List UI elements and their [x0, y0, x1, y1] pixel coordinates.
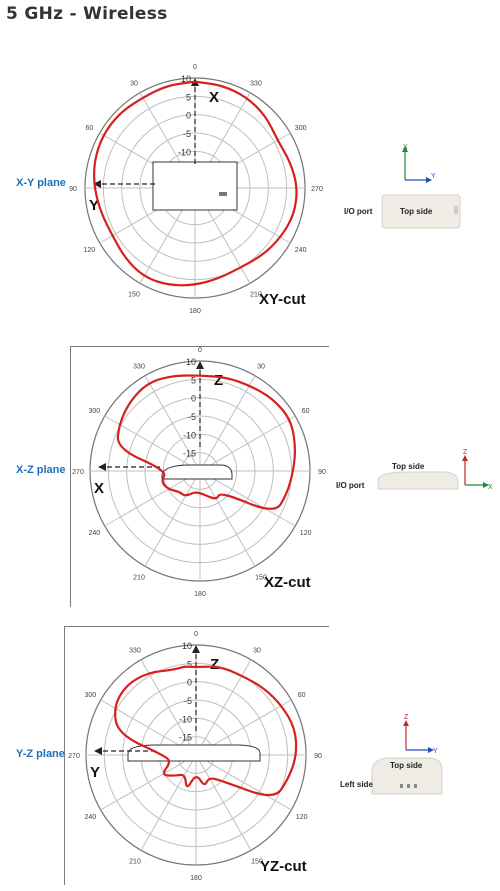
axis-arrowhead: [192, 645, 200, 653]
angle-tick-label: 300: [84, 692, 97, 699]
angle-tick-label: 0: [194, 631, 198, 638]
radial-tick-label: 5: [190, 375, 196, 386]
radial-tick-label: -15: [182, 448, 196, 459]
angle-tick-label: 240: [88, 530, 101, 537]
axis-letter-horizontal: Y: [89, 197, 100, 214]
device-outline: [162, 465, 232, 479]
angle-tick-label: 150: [251, 858, 263, 866]
angle-tick-label: 90: [314, 753, 322, 760]
radial-tick-label: -5: [182, 129, 191, 139]
angle-tick-label: 330: [129, 647, 141, 655]
xy-triad-x-label: X: [403, 144, 408, 151]
polar-chart-0: [69, 64, 323, 315]
axis-letter-vertical: Z: [210, 656, 220, 673]
angle-tick-label: 210: [129, 858, 141, 866]
angle-tick-label: 300: [294, 125, 307, 132]
cut-label: YZ-cut: [260, 858, 307, 875]
radial-tick-label: -5: [187, 412, 196, 422]
grid-spoke: [200, 376, 255, 471]
angle-tick-label: 60: [85, 125, 94, 132]
angle-tick-label: 300: [88, 408, 101, 415]
angle-tick-label: 30: [130, 80, 138, 88]
polar-chart-1: [72, 347, 326, 598]
xz-device-top-side-label: Top side: [392, 462, 425, 471]
xy-plane-label: X-Y plane: [16, 177, 66, 189]
xz-device-io-port-label: I/O port: [336, 481, 365, 490]
axis-letter-vertical: X: [209, 89, 220, 106]
angle-tick-label: 210: [133, 574, 145, 582]
radial-tick-label: -10: [177, 147, 191, 158]
angle-tick-label: 150: [128, 291, 140, 299]
yz-device-thumbnail: [330, 710, 495, 800]
xy-device-thumbnail: [330, 140, 495, 235]
radiation-pattern: [115, 667, 296, 795]
angle-tick-label: 240: [84, 814, 97, 821]
xy-device-io-port-label: I/O port: [344, 207, 373, 216]
angle-tick-label: 90: [69, 186, 77, 193]
radial-tick-label: 0: [190, 393, 196, 404]
angle-tick-label: 0: [193, 64, 197, 71]
page-title: 5 GHz - Wireless: [6, 4, 168, 24]
angle-tick-label: 270: [68, 753, 80, 760]
grid-spoke: [101, 755, 196, 810]
xz-device-thumbnail: [330, 445, 495, 505]
axis-arrowhead: [94, 747, 102, 755]
yz-device-left-side-label: Left side: [340, 780, 373, 789]
angle-tick-label: 210: [250, 291, 262, 299]
radial-tick-label: 5: [186, 659, 192, 670]
xy-device-top-side-label: Top side: [400, 207, 433, 216]
radial-tick-label: 10: [185, 357, 196, 367]
angle-tick-label: 270: [72, 469, 84, 476]
angle-tick-label: 240: [294, 247, 307, 254]
device-port: [219, 192, 227, 196]
xy-axis-triad: [402, 144, 436, 183]
radial-tick-label: -5: [183, 696, 192, 706]
axis-letter-horizontal: Y: [90, 764, 101, 781]
xy-triad-y-label: Y: [431, 173, 436, 180]
axis-arrowhead: [98, 463, 106, 471]
angle-tick-label: 90: [318, 469, 326, 476]
grid-spoke: [196, 755, 291, 810]
radiation-pattern: [118, 375, 295, 508]
axis-letter-horizontal: X: [94, 480, 105, 497]
yz-triad-y-label: Y: [433, 748, 438, 755]
yz-plane-label: Y-Z plane: [16, 748, 65, 760]
cut-label: XZ-cut: [264, 574, 311, 591]
grid-spoke: [196, 755, 251, 850]
angle-tick-label: 270: [311, 186, 323, 193]
radial-tick-label: 10: [180, 74, 191, 84]
angle-tick-label: 180: [189, 308, 201, 315]
angle-tick-label: 30: [257, 363, 265, 371]
angle-tick-label: 150: [255, 574, 267, 582]
polar-chart-2: [68, 631, 322, 882]
angle-tick-label: 120: [295, 814, 308, 821]
grid-spoke: [141, 755, 196, 850]
grid-spoke: [200, 416, 295, 471]
xz-device-body: [378, 472, 458, 489]
radial-tick-label: -15: [178, 732, 192, 743]
radial-tick-label: 5: [185, 92, 191, 103]
angle-tick-label: 330: [250, 80, 262, 88]
radial-tick-label: 10: [181, 641, 192, 651]
angle-tick-label: 60: [297, 692, 306, 699]
grid-spoke: [196, 660, 251, 755]
angle-tick-label: 60: [301, 408, 310, 415]
grid-spoke: [145, 471, 200, 566]
radial-tick-label: -10: [182, 430, 196, 441]
xz-triad-z-label: Z: [463, 449, 468, 456]
cut-label: XY-cut: [259, 291, 306, 308]
yz-device-top-side-label: Top side: [390, 761, 423, 770]
radial-tick-label: 0: [186, 677, 192, 688]
radial-tick-label: -10: [178, 714, 192, 725]
angle-tick-label: 0: [198, 347, 202, 354]
angle-tick-label: 30: [253, 647, 261, 655]
radial-tick-label: 0: [185, 110, 191, 121]
angle-tick-label: 120: [299, 530, 312, 537]
angle-tick-label: 120: [83, 247, 96, 254]
angle-tick-label: 180: [194, 591, 206, 598]
angle-tick-label: 180: [190, 875, 202, 882]
yz-triad-z-label: Z: [404, 714, 409, 721]
xz-triad-x-label: X: [488, 484, 493, 491]
axis-arrowhead: [196, 361, 204, 369]
yz-axis-triad: [403, 714, 438, 755]
xz-axis-triad: [462, 449, 493, 491]
grid-spoke: [200, 471, 255, 566]
axis-letter-vertical: Z: [214, 372, 224, 389]
angle-tick-label: 330: [133, 363, 145, 371]
device-outline: [153, 162, 237, 210]
xz-plane-label: X-Z plane: [16, 464, 66, 476]
